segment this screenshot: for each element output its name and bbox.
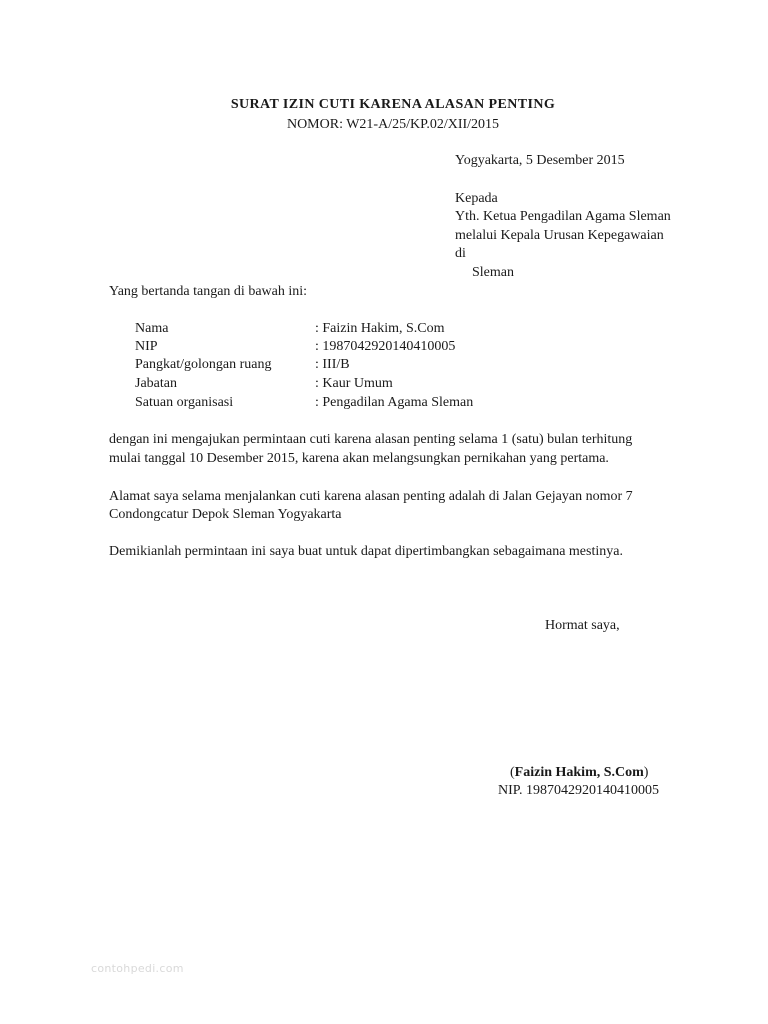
recipient-line3: di — [455, 246, 466, 261]
paragraph-line: dengan ini mengajukan permintaan cuti karena alasan penting selama 1 (satu) bulan terhitung — [109, 432, 633, 447]
recipient-to: Kepada — [455, 191, 498, 206]
identity-value: : Kaur Umum — [315, 376, 393, 391]
identity-label: Pangkat/golongan ruang — [135, 357, 272, 372]
intro-text: Yang bertanda tangan di bawah ini: — [109, 284, 308, 299]
identity-label: Satuan organisasi — [135, 395, 234, 410]
signer-name: Faizin Hakim, S.Com — [514, 765, 644, 780]
signer-name-line — [510, 764, 648, 782]
closing-salutation: Hormat saya, — [545, 618, 620, 633]
watermark: contohpedi.com — [91, 962, 184, 975]
signer-nip: NIP. 198704292014041000‍5 — [498, 783, 660, 798]
paragraph-line: Condongcatur Depok Sleman Yogyakarta — [109, 507, 342, 522]
signer-open-paren: ( — [510, 765, 515, 780]
letter-title: SURAT IZIN CUTI KARENA ALASAN PENTING — [230, 97, 556, 112]
letter-number: NOMOR: W21-A/25/KP.02/XII/2015 — [286, 117, 500, 132]
recipient-line1: Yth. Ketua Pengadilan Agama Sleman — [455, 209, 671, 224]
identity-value: : Faizin Hakim, S.Com — [315, 321, 445, 336]
paragraph-line: Alamat saya selama menjalankan cuti karena alasan penting adalah di Jalan Gejayan nomor 7 — [109, 489, 633, 504]
recipient-line2: melalui Kepala Urusan Kepegawaian — [455, 228, 664, 243]
identity-value: : III/B — [315, 357, 350, 372]
identity-value: : Pengadilan Agama Sleman — [315, 395, 474, 410]
paragraph-closing: Demikianlah permintaan ini saya buat untuk dapat dipertimbangkan sebagaimana mestinya. — [109, 544, 623, 559]
place-date: Yogyakarta, 5 Desember 2015 — [455, 153, 625, 168]
recipient-line4: Sleman — [472, 265, 514, 280]
identity-label: Nama — [135, 321, 169, 336]
identity-label: Jabatan — [135, 376, 177, 391]
identity-label: NIP — [135, 339, 158, 354]
paragraph-line: mulai tanggal 10 Desember 2015, karena akan melangsungkan pernikahan yang pertama. — [109, 451, 609, 466]
signer-close-paren: ) — [643, 765, 649, 780]
identity-value: : 198704292014041000‍5 — [315, 339, 456, 354]
